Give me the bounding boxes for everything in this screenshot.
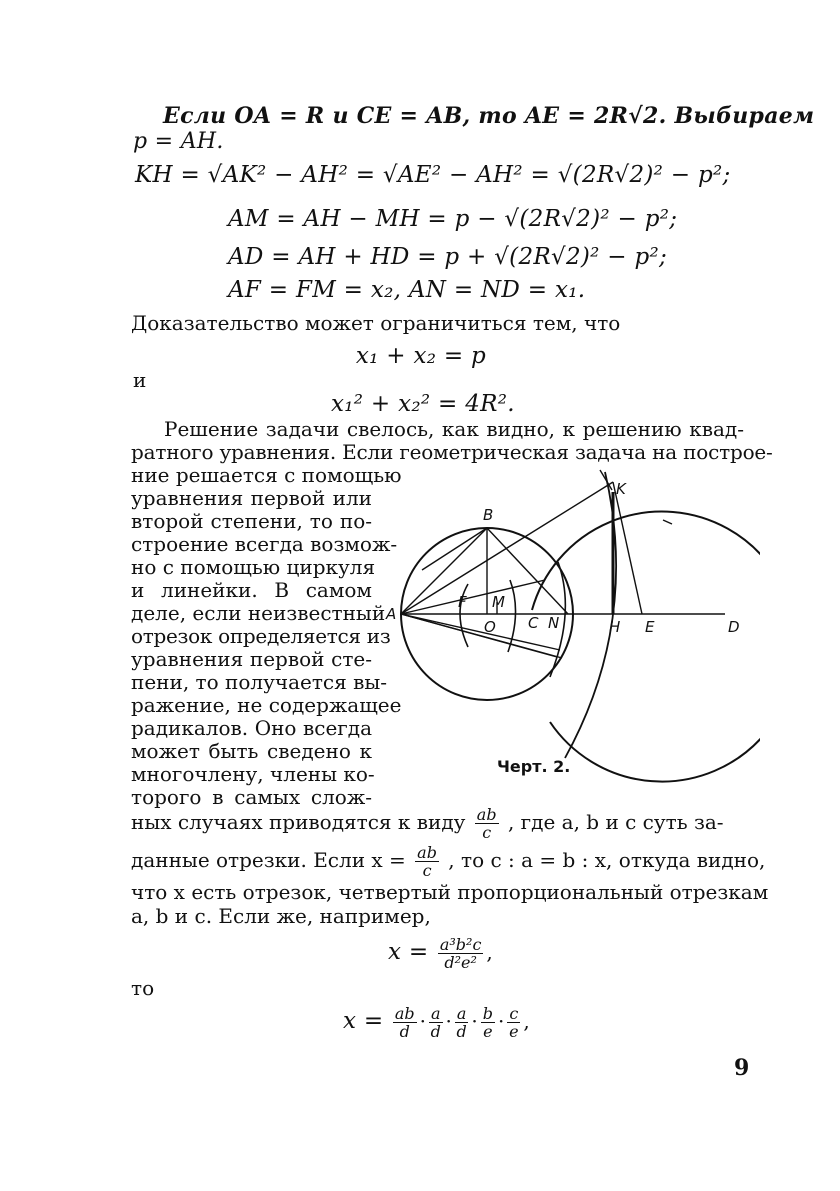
fraction-p5-num: c — [509, 1004, 519, 1023]
wrap-line-6: и линейки. В самом — [131, 578, 372, 602]
fraction-p3-den: d — [456, 1022, 467, 1041]
wrap-line-9: уравнения первой сте- — [131, 647, 372, 671]
fraction-big-num: a³b²c — [439, 935, 482, 954]
label-h: H — [609, 618, 621, 636]
formula-product: x = $\frac{ab}{d}$ · $\frac{a}{d}$ · $\frac{a}{d}$ · $\frac{b}{e}$ · $\frac{c}{e}$ , — [343, 1004, 530, 1041]
wrap-line-15: торого в самых слож- — [131, 785, 372, 809]
text-line-2: p = AH. — [133, 129, 224, 154]
text-form-a: ных случаях приводятся к виду — [131, 810, 466, 834]
text-form-b: , где a, b и c суть за- — [507, 810, 724, 834]
fraction-p1-num: ab — [394, 1004, 415, 1023]
wrap-line-8: отрезок определяется из — [131, 624, 391, 648]
text-given-b: , то c : a = b : x, откуда видно, — [448, 848, 766, 872]
dash-mark — [663, 520, 672, 524]
fraction-ab-c-den: c — [482, 823, 492, 842]
fraction-p1-den: d — [399, 1022, 410, 1041]
text-line-solution-1: Решение задачи свелось, как видно, к решению квад- — [164, 417, 744, 441]
line-ab — [401, 528, 487, 614]
wrap-line-5: но с помощью циркуля — [131, 555, 376, 579]
fraction-p1 — [393, 1005, 417, 1040]
formula-squares: x₁² + x₂² = 4R². — [331, 391, 515, 417]
text-given-a: данные отрезки. Если x = — [131, 848, 406, 872]
wrap-line-13: может быть сведено к — [131, 739, 372, 763]
label-k: K — [616, 480, 626, 498]
fraction-p2-den: d — [430, 1022, 441, 1041]
figure-caption: Черт. 2. — [497, 757, 571, 776]
formula-af: AF = FM = x₂, AN = ND = x₁. — [228, 277, 586, 303]
wrap-line-14: многочлену, члены ко- — [131, 762, 375, 786]
label-o: O — [484, 618, 496, 636]
text-line-proof: Доказательство может ограничиться тем, что — [131, 311, 621, 335]
fraction-p4-den: e — [483, 1022, 493, 1041]
fraction-p2-num: a — [430, 1004, 441, 1023]
wrap-line-10: пени, то получается вы- — [131, 670, 388, 694]
label-n: N — [548, 614, 560, 632]
label-d: D — [728, 618, 740, 636]
fraction-ab-c — [475, 806, 499, 841]
fraction-p4-num: b — [482, 1004, 494, 1023]
formula-am: AM = AH − MH = p − √(2R√2)² − p²; — [228, 206, 678, 232]
text-and: и — [133, 368, 147, 392]
wrap-line-4: строение всегда возмож- — [131, 532, 398, 556]
fraction-big-den: d²e² — [444, 953, 477, 972]
wrap-line-11: ражение, не содержащее — [131, 693, 402, 717]
wrap-line-12: радикалов. Оно всегда — [131, 716, 372, 740]
page-number: 9 — [734, 1055, 750, 1081]
label-c: C — [528, 614, 539, 632]
arc-c — [508, 580, 516, 652]
formula-big-lhs: x = — [388, 939, 429, 965]
label-e: E — [645, 618, 655, 636]
wrap-line-7: деле, если неизвестный — [131, 601, 386, 625]
fraction-big — [438, 936, 484, 971]
formula-product-lhs: x = — [343, 1008, 384, 1034]
line-a-upper — [401, 580, 545, 614]
text-line-given — [131, 840, 766, 880]
fraction-p4 — [481, 1005, 495, 1040]
fraction-p2 — [429, 1005, 443, 1040]
wrap-line-3: второй степени, то по- — [131, 509, 372, 533]
label-f: F — [458, 593, 467, 611]
fraction-x — [415, 844, 439, 879]
line-ke — [613, 482, 642, 614]
label-m: M — [492, 593, 505, 611]
text-then: то — [131, 976, 155, 1000]
label-b: B — [483, 506, 494, 524]
fraction-x-den: c — [422, 861, 432, 880]
fraction-x-num: ab — [417, 843, 437, 862]
fraction-ab-c-num: ab — [476, 805, 497, 824]
formula-ad: AD = AH + HD = p + √(2R√2)² − p²; — [228, 244, 668, 270]
text-line-form — [131, 802, 744, 842]
fraction-p5 — [507, 1005, 520, 1040]
fraction-p5-den: e — [509, 1022, 519, 1041]
text-line-1: Если OA = R и CE = AB, то AE = 2R√2. Выбираем — [163, 103, 815, 129]
label-a: A — [386, 605, 397, 623]
text-line-proportional: что x есть отрезок, четвертый пропорциональный отрезкам — [131, 880, 769, 904]
text-line-example: a, b и c. Если же, например, — [131, 904, 431, 928]
formula-sum: x₁ + x₂ = p — [355, 343, 487, 369]
text-line-solution-2: ратного уравнения. Если геометрическая задача на построе- — [131, 440, 773, 464]
formula-kh: KH = √AK² − AH² = √AE² − AH² = √(2R√2)² − p²; — [135, 162, 731, 188]
fraction-p3 — [455, 1005, 469, 1040]
fraction-p3-num: a — [456, 1004, 467, 1023]
wrap-line-2: уравнения первой или — [131, 486, 372, 510]
wrap-line-1: ние решается с помощью — [131, 463, 402, 487]
formula-big: x = $\frac{\text{a³b²c}}{\text{d²e²}}$ , — [388, 935, 493, 972]
